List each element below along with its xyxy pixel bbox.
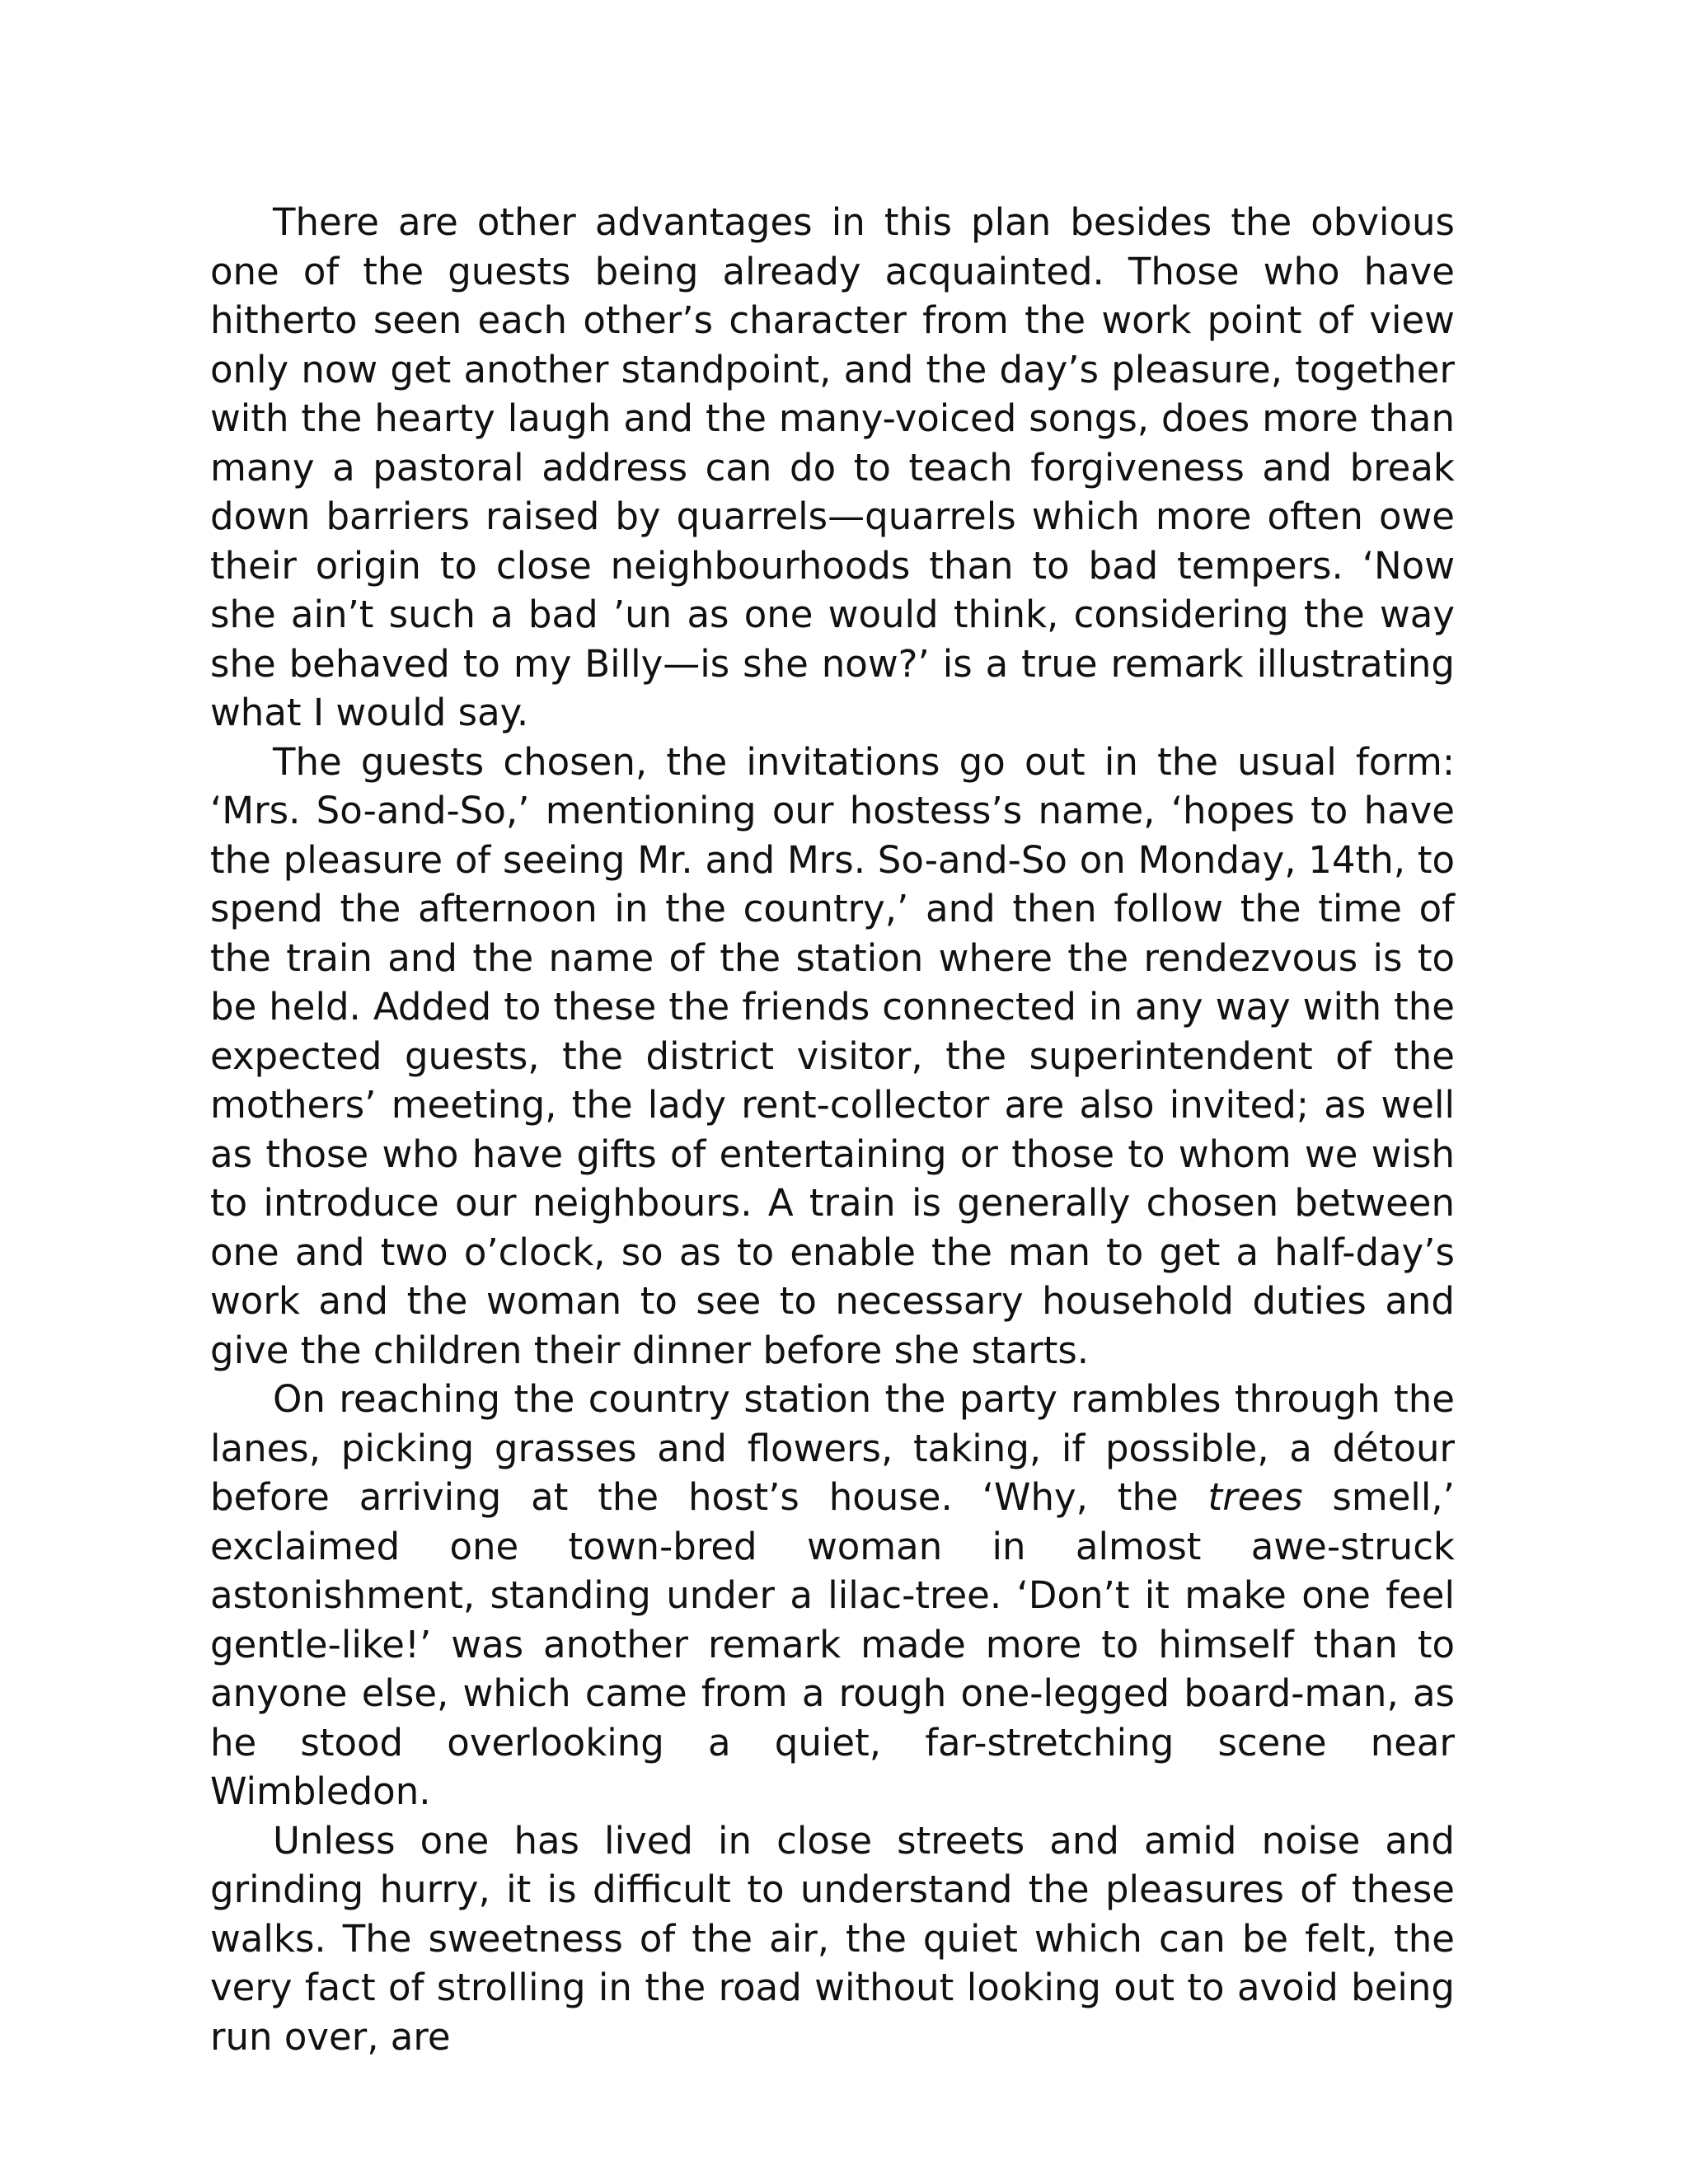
paragraph-text: On reaching the country station the party rambles through the lanes, picking grasses and flowers, taking, if possible, a détour before arriving at the host’s house. ‘Why, the <box>210 1377 1455 1519</box>
paragraph: The guests chosen, the invitations go out in the usual form: ‘Mrs. So-and-So,’ mentioning our hostess’s name, ‘hopes to have the pleasure of seeing Mr. and Mrs. So-and-So on Monday, 14th, to spend the afternoon in the country,’ and then follow the time of the train and the name of the station where the rendezvous is to be held. Added to these the friends connected in any way with the expected guests, the district visitor, the superintendent of the mothers’ meeting, the lady rent-collector are also invited; as well as those who have gifts of entertaining or those to whom we wish to introduce our neighbours. A train is generally chosen between one and two o’clock, so as to enable the man to get a half-day’s work and the woman to see to necessary household duties and give the children their dinner before she starts. <box>210 739 1455 1372</box>
paragraph <box>210 1375 1455 1816</box>
paragraph-text: smell,’ exclaimed one town-bred woman in almost awe-struck astonishment, standing under a lilac-tree. ‘Don’t it make one feel gentle-like!’ was another remark made more to himself than to anyone else, which came from a rough one-legged board-man, as he stood overlooking a quiet, far-stretching scene near Wimbledon. <box>210 1475 1455 1813</box>
paragraph: Unless one has lived in close streets and amid noise and grinding hurry, it is difficult to understand the pleasures of these walks. The sweetness of the air, the quiet which can be felt, the very fact of strolling in the road without looking out to avoid being run over, are <box>210 1818 1455 2059</box>
paragraph: There are other advantages in this plan besides the obvious one of the guests being already acquainted. Those who have hitherto seen each other’s character from the work point of view only now get another standpoint, and the day’s pleasure, together with the hearty laugh and the many-voiced songs, does more than many a pastoral address can do to teach forgiveness and break down barriers raised by quarrels—quarrels which more often owe their origin to close neighbourhoods than to bad tempers. ‘Now she ain’t such a bad ’un as one would think, considering the way she behaved to my Billy—is she now?’ is a true remark illustrating what I would say. <box>210 200 1455 734</box>
body-text <box>210 198 1455 2061</box>
italic-word: trees <box>1207 1475 1303 1519</box>
